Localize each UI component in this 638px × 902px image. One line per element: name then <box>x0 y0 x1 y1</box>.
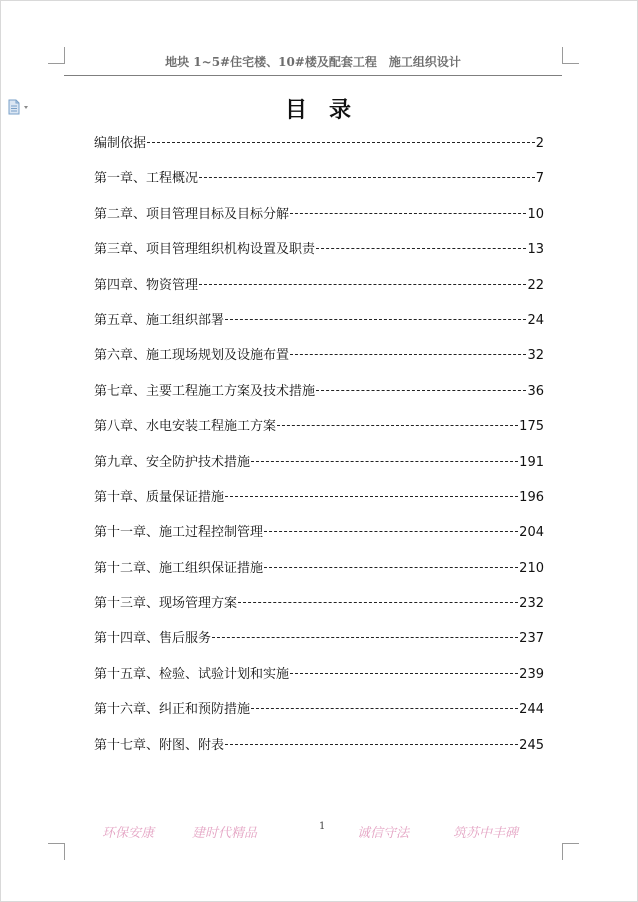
toc-entry-page-number: 245 <box>519 737 544 753</box>
toc-dot-leader <box>238 602 518 603</box>
toc-entry-label: 第三章、项目管理组织机构设置及职责 <box>94 242 316 258</box>
toc-entry[interactable] <box>94 131 544 166</box>
toc-entry-label: 第十七章、附图、附表 <box>94 737 225 753</box>
toc-entry-page-number: 196 <box>519 489 544 505</box>
crop-mark-top-left <box>48 47 65 64</box>
toc-dot-leader <box>212 637 518 638</box>
toc-dot-leader <box>290 213 526 214</box>
toc-entry[interactable] <box>94 308 544 343</box>
toc-entry-label: 第十一章、施工过程控制管理 <box>94 525 264 541</box>
toc-entry[interactable] <box>94 662 544 697</box>
toc-dot-leader <box>147 142 535 143</box>
toc-entry-label: 第一章、工程概况 <box>94 171 199 187</box>
toc-entry-label: 第十六章、纠正和预防措施 <box>94 702 251 718</box>
toc-entry-label: 第十三章、现场管理方案 <box>94 596 238 612</box>
toc-entry-page-number: 237 <box>519 631 544 647</box>
toc-entry-page-number: 13 <box>527 242 544 258</box>
toc-entry-label: 第八章、水电安装工程施工方案 <box>94 419 277 435</box>
toc-entry[interactable] <box>94 556 544 591</box>
toc-entry[interactable] <box>94 520 544 555</box>
toc-entry-page-number: 24 <box>527 312 544 328</box>
toc-entry-label: 第十五章、检验、试验计划和实施 <box>94 666 290 682</box>
toc-dot-leader <box>225 319 526 320</box>
page-number: 1 <box>319 821 326 832</box>
page-header <box>64 53 562 76</box>
footer-slogan-1: 环保安康 <box>102 826 155 841</box>
toc-entry-label: 第二章、项目管理目标及目标分解 <box>94 206 290 222</box>
toc-entry-page-number: 239 <box>519 666 544 682</box>
toc-entry-label: 第五章、施工组织部署 <box>94 312 225 328</box>
toc-entry-page-number: 232 <box>519 596 544 612</box>
toc-entry-page-number: 191 <box>519 454 544 470</box>
toc-dot-leader <box>199 284 526 285</box>
toc-dot-leader <box>251 708 518 709</box>
toc-entry-page-number: 22 <box>527 277 544 293</box>
toc-entry-label: 第七章、主要工程施工方案及技术措施 <box>94 383 316 399</box>
toc-entry[interactable] <box>94 485 544 520</box>
toc-entry-page-number: 36 <box>527 383 544 399</box>
toc-entry-label: 第九章、安全防护技术措施 <box>94 454 251 470</box>
toc-entry[interactable] <box>94 414 544 449</box>
toc-entry[interactable] <box>94 733 544 768</box>
toc-dot-leader <box>199 177 535 178</box>
toc-dot-leader <box>225 496 518 497</box>
toc-entry-label: 第四章、物资管理 <box>94 277 199 293</box>
header-doc-name: 施工组织设计 <box>388 55 461 69</box>
toc-entry-page-number: 210 <box>519 560 544 576</box>
toc-entry-label: 第十二章、施工组织保证措施 <box>94 560 264 576</box>
toc-entry[interactable] <box>94 379 544 414</box>
toc-entry-label: 第六章、施工现场规划及设施布置 <box>94 348 290 364</box>
toc-title: 目录 <box>284 97 373 123</box>
toc-entry-page-number: 7 <box>535 171 544 187</box>
crop-mark-bottom-right <box>562 843 579 860</box>
table-of-contents <box>94 131 544 768</box>
toc-dot-leader <box>316 248 526 249</box>
toc-entry-page-number: 2 <box>535 136 544 151</box>
toc-dot-leader <box>264 567 518 568</box>
toc-entry-label: 编制依据 <box>94 136 147 151</box>
toc-entry-page-number: 10 <box>527 206 544 222</box>
toc-entry[interactable] <box>94 450 544 485</box>
footer-slogan-3: 诚信守法 <box>357 826 410 841</box>
toc-entry-label: 第十四章、售后服务 <box>94 631 212 647</box>
toc-entry-label: 第十章、质量保证措施 <box>94 489 225 505</box>
footer-slogan-2: 建时代精品 <box>192 826 258 841</box>
toc-entry[interactable] <box>94 343 544 378</box>
toc-dot-leader <box>264 531 518 532</box>
toc-entry-page-number: 32 <box>527 348 544 364</box>
toc-entry[interactable] <box>94 591 544 626</box>
toc-dot-leader <box>277 425 518 426</box>
toc-entry[interactable] <box>94 273 544 308</box>
toc-dot-leader <box>290 673 518 674</box>
toc-entry[interactable] <box>94 626 544 661</box>
toc-entry-page-number: 175 <box>519 419 544 435</box>
toc-dot-leader <box>225 744 518 745</box>
crop-mark-bottom-left <box>48 843 65 860</box>
toc-dot-leader <box>290 354 526 355</box>
header-project-name: 地块 1~5#住宅楼、10#楼及配套工程 <box>165 55 377 69</box>
toc-entry[interactable] <box>94 237 544 272</box>
crop-mark-top-right <box>562 47 579 64</box>
toc-entry-page-number: 244 <box>519 702 544 718</box>
toc-entry[interactable] <box>94 697 544 732</box>
toc-entry[interactable] <box>94 202 544 237</box>
footer-slogan-4: 筑苏中丰碑 <box>453 826 519 841</box>
toc-dot-leader <box>316 390 526 391</box>
toc-entry[interactable] <box>94 166 544 201</box>
toc-entry-page-number: 204 <box>519 525 544 541</box>
toc-dot-leader <box>251 461 518 462</box>
